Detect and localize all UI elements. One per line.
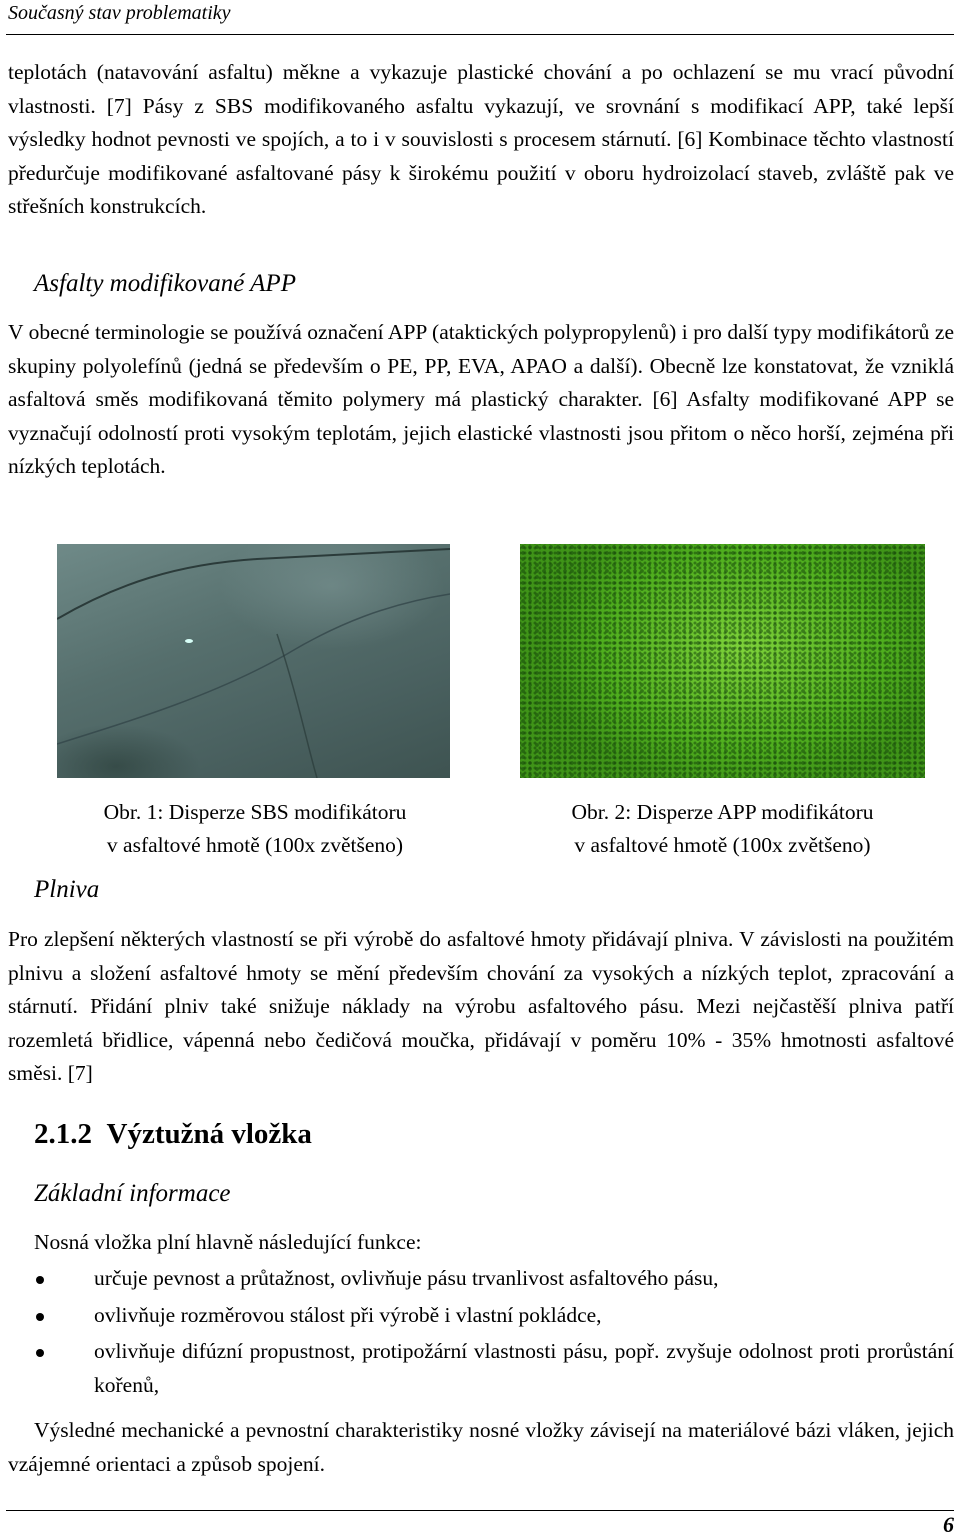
list-item-text: určuje pevnost a průtažnost, ovlivňuje pásu trvanlivost asfaltového pásu, <box>94 1266 719 1290</box>
figure-2-caption-line2: v asfaltové hmotě (100x zvětšeno) <box>574 833 871 857</box>
chapter-title: Výztužná vložka <box>106 1118 312 1150</box>
running-header: Současný stav problematiky <box>8 2 231 24</box>
list-item-text: ovlivňuje difúzní propustnost, protipožární vlastnosti pásu, popř. zvyšuje odolnost proti prorůstání kořenů, <box>94 1339 954 1397</box>
heading-asfalty-app: Asfalty modifikované APP <box>34 270 296 297</box>
chapter-heading <box>34 1118 312 1151</box>
figure-1-caption-line1: Obr. 1: Disperze SBS modifikátoru <box>103 800 407 824</box>
figure-app-dispersion-image <box>520 544 925 778</box>
plniva-paragraph: Pro zlepšení některých vlastností se při výrobě do asfaltové hmoty přidávají plniva. V závislosti na použitém plnivu a složení asfaltové hmoty se mění především chování za vysokých a nízkých teplot, zpracování a stárnutí. Přidání plniv také snižuje náklady na výrobu asfaltového pásu. Mezi nejčastěší plniva patří rozemletá břidlice, vápenná nebo čedičová moučka, přidávají v poměru 10% - 35% hmotnosti asfaltové směsi. [7] <box>8 927 954 1086</box>
heading-plniva: Plniva <box>34 876 100 903</box>
figure-2-caption <box>520 796 925 862</box>
closing-paragraph: Výsledné mechanické a pevnostní charakteristiky nosné vložky závisejí na materiálové bázi vláken, jejich vzájemné orientaci a způsob spojení. <box>8 1418 954 1476</box>
figure-1-caption-line2: v asfaltové hmotě (100x zvětšeno) <box>106 833 404 857</box>
list-item <box>8 1335 954 1402</box>
bullet-icon <box>36 1349 44 1357</box>
app-paragraph: V obecné terminologie se používá označení APP (ataktických polypropylenů) i pro další typy modifikátorů ze skupiny polyolefínů (jedná se především o PE, PP, EVA, APAO a další). Obecně lze konstatovat, že vzniklá asfaltová směs modifikovaná těmito polymery má plastický charakter. [6] Asfalty modifikované APP se vyznačují odolností proti vysokým teplotám, jejich elastické vlastnosti jsou přitom o něco horší, zejména při nízkých teplotách. <box>8 320 954 479</box>
intro-paragraph: teplotách (natavování asfaltu) měkne a vykazuje plastické chování a po ochlazení se mu vrací původní vlastnosti. [7] Pásy z SBS modifikovaného asfaltu vykazují, ve srovnání s modifikací APP, také lepší výsledky hodnot pevnosti ve spojích, a to i v souvislosti s procesem stárnutí. [6] Kombinace těchto vlastností předurčuje modifikované asfaltované pásy k širokému použití v oboru hydroizolací staveb, zvláště pak ve střešních konstrukcích. <box>8 60 954 219</box>
figure-2-caption-line1: Obr. 2: Disperze APP modifikátoru <box>571 800 874 824</box>
function-list <box>8 1262 954 1405</box>
chapter-number: 2.1.2 <box>34 1118 92 1150</box>
list-item <box>8 1262 954 1296</box>
heading-zakladni-informace: Základní informace <box>34 1180 231 1207</box>
page-number: 6 <box>943 1512 954 1537</box>
bullet-icon <box>36 1276 44 1284</box>
info-lead: Nosná vložka plní hlavně následující funkce: <box>34 1230 422 1254</box>
figure-sbs-dispersion-image <box>57 544 450 778</box>
footer-rule <box>6 1510 954 1511</box>
bullet-icon <box>36 1313 44 1321</box>
list-item-text: ovlivňuje rozměrovou stálost při výrobě i vlastní pokládce, <box>94 1302 602 1327</box>
sbs-texture <box>57 544 450 778</box>
figure-1-caption <box>60 796 450 862</box>
list-item <box>8 1299 954 1333</box>
header-rule <box>6 34 954 35</box>
